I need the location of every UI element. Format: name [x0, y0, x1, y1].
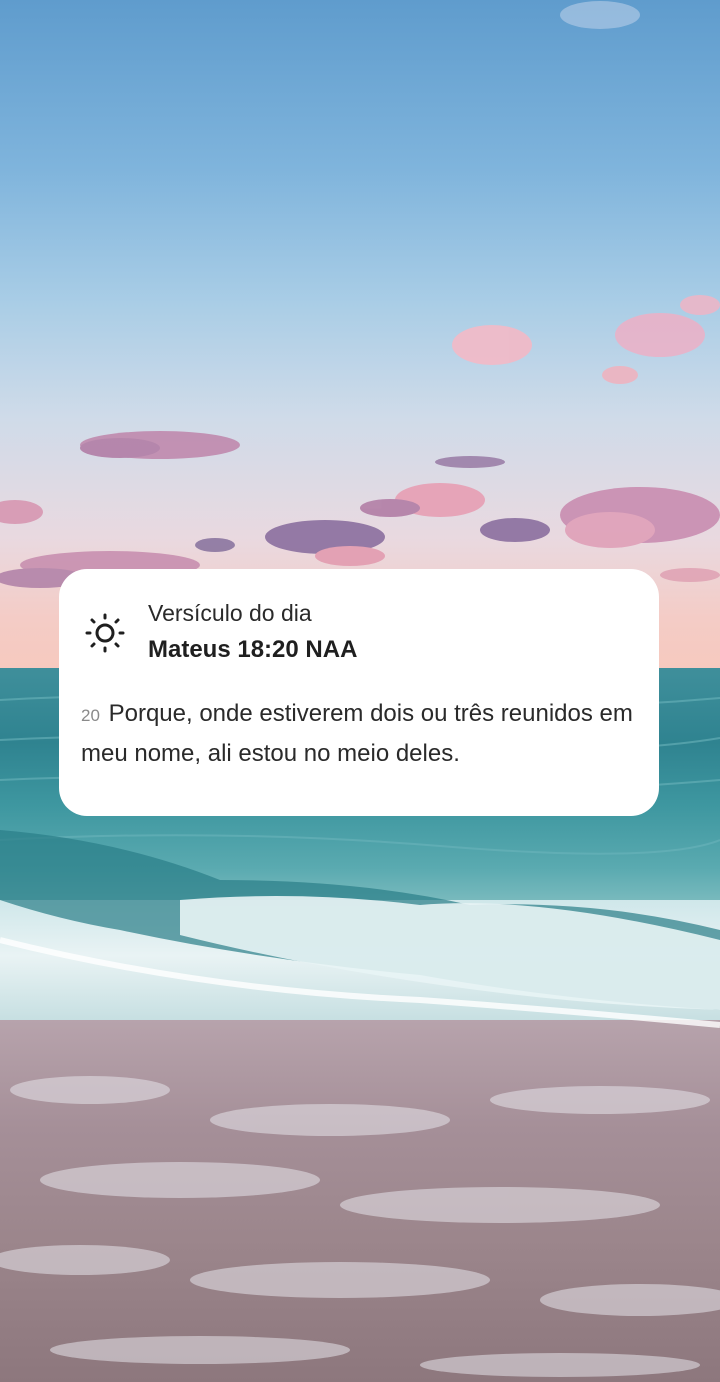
verse-reference: Mateus 18:20 NAA: [148, 636, 358, 663]
verse-number: 20: [81, 706, 100, 725]
widget-title: Versículo do dia: [148, 600, 312, 626]
breaking-wave: [0, 830, 720, 1025]
verse-text: Porque, onde estiverem dois ou três reunidos em meu nome, ali estou no meio deles.: [81, 700, 633, 767]
sun-icon: [82, 610, 128, 656]
verse-of-the-day-widget[interactable]: [59, 569, 659, 816]
verse-body: [81, 695, 641, 773]
clouds: [0, 1, 720, 588]
sand-foam: [0, 1076, 720, 1377]
